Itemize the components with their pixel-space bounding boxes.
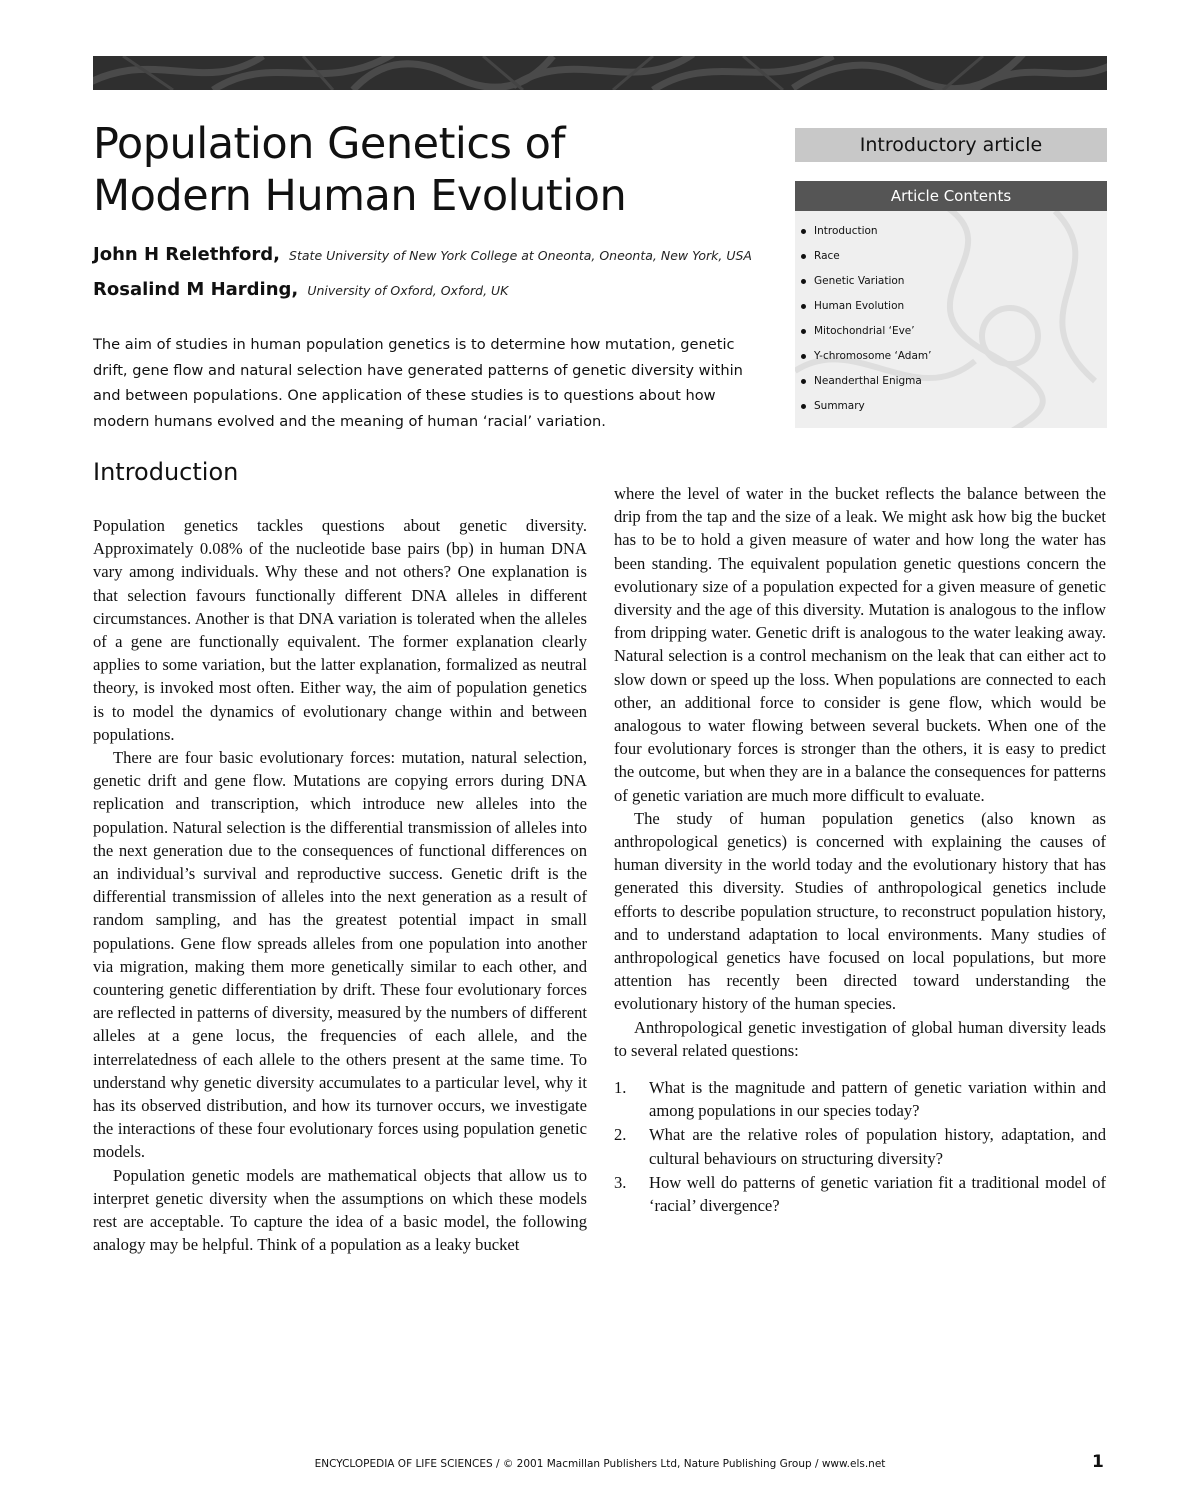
section-heading: Introduction [93, 458, 239, 486]
article-contents-list [795, 225, 1107, 425]
body-column-left [93, 514, 587, 1257]
contents-item-race[interactable]: Race [795, 250, 1107, 275]
page-number: 1 [1092, 1452, 1104, 1472]
author-name: John H Relethford, [93, 244, 280, 265]
paragraph: Anthropological genetic investigation of global human diversity leads to several related questions: [614, 1017, 1106, 1060]
list-number: 1. [614, 1078, 627, 1098]
abstract: The aim of studies in human population genetics is to determine how mutation, genetic drift, gene flow and natural selection have generated patterns of genetic diversity within and between populations. One application of these studies is to questions about how modern humans evolved and the meaning of human ‘racial’ variation. [93, 336, 743, 430]
paragraph: There are four basic evolutionary forces: mutation, natural selection, genetic drift and gene flow. Mutations are copying errors during DNA replication and transcription, which introduce new alleles into the population. Natural selection is the differential transmission of alleles into the next generation due to the consequences of functional differences on an individual’s survival and reproductive success. Genetic drift is the differential transmission of alleles into the next generation as a result of random sampling, and has the greatest potential impact in small populations. Gene flow spreads alleles from one population into another via migration, making them more genetically similar to each other, and countering genetic differentiation by drift. These four evolutionary forces are reflected in patterns of diversity, measured by the numbers of different alleles at a gene locus, the frequencies of each allele, and the interrelatedness of each allele to the others present at the same time. To understand why genetic diversity accumulates to a particular level, why it has its observed distribution, and how its turnover occurs, we investigate the interactions of these four evolutionary forces using population genetic models. [93, 748, 587, 1162]
author-affiliation: University of Oxford, Oxford, UK [307, 283, 509, 298]
header-banner [93, 56, 1107, 90]
list-number: 2. [614, 1125, 627, 1145]
contents-item-neanderthal-enigma[interactable]: Neanderthal Enigma [795, 375, 1107, 400]
footer-citation: ENCYCLOPEDIA OF LIFE SCIENCES / © 2001 Macmillan Publishers Ltd, Nature Publishing Group / www.els.net [314, 1458, 886, 1470]
title-line-2: Modern Human Evolution [93, 171, 627, 221]
author-name: Rosalind M Harding, [93, 279, 299, 300]
list-item [614, 1171, 1106, 1217]
list-text: What is the magnitude and pattern of genetic variation within and among populations in our species today? [649, 1078, 1106, 1121]
list-item [614, 1123, 1106, 1169]
article-contents-panel [795, 181, 1107, 428]
paragraph: The study of human population genetics (also known as anthropological genetics) is concerned with explaining the causes of human diversity in the world today and the evolutionary history that has generated this diversity. Studies of anthropological genetics include efforts to describe population structure, to reconstruct population history, and to understand adaptation to local environments. Many studies of anthropological genetics have focused on local populations, but more attention has recently been directed toward understanding the evolutionary history of the human species. [614, 808, 1106, 1014]
list-text: How well do patterns of genetic variation fit a traditional model of ‘racial’ divergence? [649, 1172, 1106, 1216]
contents-item-genetic-variation[interactable]: Genetic Variation [795, 275, 1107, 300]
contents-item-mitochondrial-eve[interactable]: Mitochondrial ‘Eve’ [795, 325, 1107, 350]
article-contents-title: Article Contents [795, 181, 1107, 211]
author-1 [93, 244, 752, 265]
list-text: What are the relative roles of population history, adaptation, and cultural behaviours on structuring diversity? [649, 1125, 1106, 1168]
title-line-1: Population Genetics of [93, 119, 566, 169]
banner-pattern [93, 56, 1107, 90]
paragraph: Population genetics tackles questions about genetic diversity. Approximately 0.08% of the nucleotide base pairs (bp) in human DNA vary among individuals. Why these and not others? One explanation is that selection favours functionally different DNA alleles in different circumstances. Another is that DNA variation is tolerated when the alleles of a gene are functionally equivalent. The former explanation clearly applies to some variation, but the latter explanation, formalized as neutral theory, is invoked most often. Either way, the aim of population genetics is to model the dynamics of evolutionary change within and between populations. [93, 516, 587, 744]
list-item [614, 1076, 1106, 1122]
contents-item-human-evolution[interactable]: Human Evolution [795, 300, 1107, 325]
contents-item-y-chromosome-adam[interactable]: Y-chromosome ‘Adam’ [795, 350, 1107, 375]
list-number: 3. [614, 1172, 627, 1192]
question-list [614, 1076, 1106, 1217]
author-2 [93, 279, 508, 300]
contents-item-introduction[interactable]: Introduction [795, 225, 1107, 250]
body-column-right [614, 482, 1106, 1218]
paragraph: where the level of water in the bucket reflects the balance between the drip from the tap and the size of a leak. We might ask how big the bucket has to be to hold a given measure of water and how long the water has been standing. The equivalent population genetic questions concern the evolutionary size of a population expected for a given measure of genetic diversity and the age of this diversity. Mutation is analogous to the inflow from dripping water. Genetic drift is analogous to the water leaking away. Natural selection is a control mechanism on the leak that can either act to slow down or speed up the loss. When populations are connected to each other, an additional force to consider is gene flow, which would be analogous to water flowing between several buckets. When one of the four evolutionary forces is stronger than the others, it is easy to predict the outcome, but when they are in a balance the consequences for patterns of genetic variation are much more difficult to evaluate. [614, 484, 1106, 805]
author-affiliation: State University of New York College at Oneonta, Oneonta, New York, USA [289, 248, 752, 263]
article-type-label: Introductory article [795, 128, 1107, 162]
paragraph: Population genetic models are mathematical objects that allow us to interpret genetic diversity when the assumptions on which these models rest are acceptable. To capture the idea of a basic model, the following analogy may be helpful. Think of a population as a leaky bucket [93, 1165, 587, 1255]
article-title [93, 118, 783, 222]
contents-item-summary[interactable]: Summary [795, 400, 1107, 425]
